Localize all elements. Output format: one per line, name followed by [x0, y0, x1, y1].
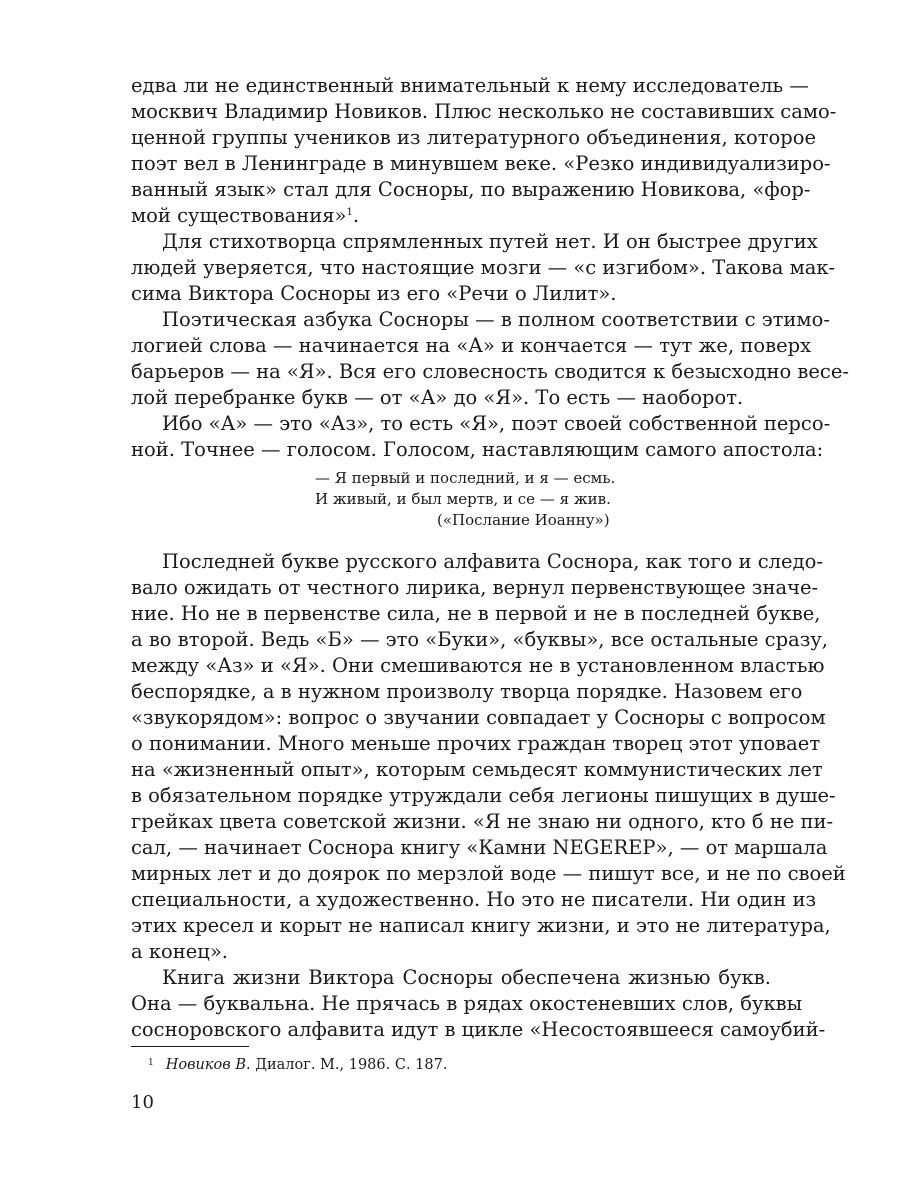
text-line: едва ли не единственный внимательный к нему исследователь — [131, 74, 809, 97]
text-line: грейках цвета советской жизни. «Я не знаю ни одного, кто б не пи- [131, 810, 834, 833]
paragraph-5 [131, 549, 846, 965]
text-line: поэт вел в Ленинграде в минувшем веке. «Резко индивидуализиро- [131, 152, 831, 175]
footnote-author: Новиков В. [165, 1057, 251, 1073]
paragraph-4 [131, 411, 831, 463]
text-line: между «Аз» и «Я». Они смешиваются не в установленном властью [131, 654, 825, 677]
text-line: Последней букве русского алфавита Соснора, как того и следо- [162, 550, 823, 573]
text-line: Ибо «А» — это «Аз», то есть «Я», поэт своей собственной персо- [162, 412, 831, 435]
text-line: специальности, а художественно. Но это не писатели. Ни один из [131, 888, 817, 911]
text-line: ценной группы учеников из литературного объединения, которое [131, 126, 817, 149]
text-line: в обязательном порядке утруждали себя легионы пишущих в душе- [131, 784, 836, 807]
text-line: сал, — начинает Соснора книгу «Камни NEGEREP», — от маршала [131, 836, 828, 859]
text-line: Для стихотворца спрямленных путей нет. И он быстрее других [162, 230, 818, 253]
text-line: а во второй. Ведь «Б» — это «Буки», «буквы», все остальные сразу, [131, 628, 829, 651]
text-line: лой перебранке букв — от «А» до «Я». То есть — наоборот. [131, 386, 744, 409]
text-line: барьеров — на «Я». Вся его словесность сводится к безысходно весе- [131, 360, 849, 383]
page-number: 10 [131, 1092, 154, 1113]
text-line: этих кресел и корыт не написал книгу жизни, и это не литература, [131, 914, 831, 937]
epigraph-line: И живый, и был мертв, и се — я жив. [315, 490, 611, 508]
text-line-content: мой существования» [131, 204, 347, 227]
text-line: Поэтическая азбука Сосноры — в полном соответствии с этимо- [162, 308, 830, 331]
text-line: сосноровского алфавита идут в цикле «Несостоявшееся самоубий- [131, 1018, 826, 1041]
epigraph [315, 468, 620, 531]
text-line: Книга жизни Виктора Сосноры обеспечена жизнью букв. [162, 966, 771, 989]
text-line: «звукорядом»: вопрос о звучании совпадает у Сосноры с вопросом [131, 706, 826, 729]
text-line: ной. Точнее — голосом. Голосом, наставляющим самого апостола: [131, 438, 824, 461]
paragraph-2 [131, 229, 836, 307]
text-line: о понимании. Много меньше прочих граждан творец этот уповает [131, 732, 821, 755]
text-line: Она — буквальна. Не прячась в рядах окостеневших слов, буквы [131, 992, 803, 1015]
epigraph-line: — Я первый и последний, и я — есмь. [315, 469, 616, 487]
text-line: ние. Но не в первенстве сила, не в первой и не в последней букве, [131, 602, 821, 625]
footnote-divider [131, 1046, 249, 1047]
footnote [148, 1055, 447, 1075]
text-line: москвич Владимир Новиков. Плюс несколько не составивших само- [131, 100, 837, 123]
text-line: сима Виктора Сосноры из его «Речи о Лилит». [131, 282, 617, 305]
text-line: логией слова — начинается на «А» и кончается — тут же, поверх [131, 334, 812, 357]
paragraph-3 [131, 307, 849, 411]
text-line: мирных лет и до доярок по мерзлой воде — пишут все, и не по своей [131, 862, 846, 885]
text-line: ванный язык» стал для Сосноры, по выражению Новикова, «фор- [131, 178, 811, 201]
text-line: а конец». [131, 940, 228, 963]
text-line: вало ожидать от честного лирика, вернул первенствующее значе- [131, 576, 819, 599]
paragraph-6 [131, 965, 826, 1043]
footnote-text: Диалог. М., 1986. С. 187. [255, 1057, 448, 1073]
epigraph-source: («Послание Иоанну») [437, 511, 610, 529]
text-line: беспорядке, а в нужном произволу творца порядке. Назовем его [131, 680, 803, 703]
paragraph-1 [131, 73, 837, 229]
text-line: людей уверяется, что настоящие мозги — «с изгибом». Такова мак- [131, 256, 836, 279]
text-line: на «жизненный опыт», которым семьдесят коммунистических лет [131, 758, 823, 781]
text-line: мой существования»$^1$. [131, 204, 360, 227]
footnote-reference: 1 [346, 207, 353, 218]
footnote-number: 1 [148, 1058, 154, 1068]
